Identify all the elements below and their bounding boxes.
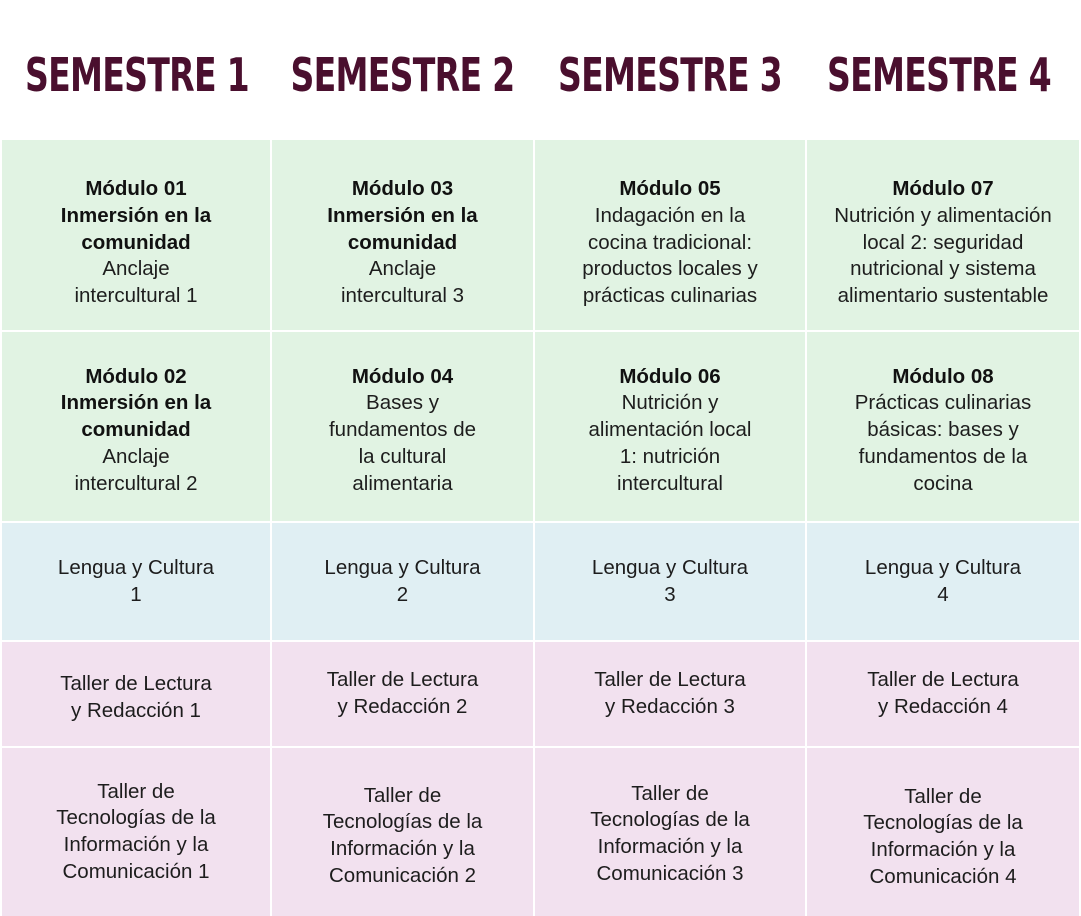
cell-text-line: básicas: bases y (867, 418, 1019, 442)
module-code: Módulo 05 (619, 177, 721, 201)
module-title-line: comunidad (81, 418, 191, 442)
lengua-cell (2, 523, 270, 640)
taller-tic-cell (535, 748, 805, 916)
cell-text-line: Comunicación 2 (329, 863, 476, 887)
cell-text-line: y Redacción 4 (878, 695, 1008, 718)
cell-text-line: Tecnologías de la (863, 811, 1023, 835)
cell-text-line: Tecnologías de la (56, 806, 216, 830)
cell-text-line: y Redacción 2 (337, 695, 468, 718)
cell-text-line: intercultural 2 (74, 471, 198, 495)
taller-lectura-cell (807, 642, 1079, 746)
cell-text-line: Taller de (97, 779, 175, 803)
taller-lectura-cell (535, 642, 805, 746)
cell-text-line: 2 (396, 582, 409, 606)
cell-text-line: local 2: seguridad (862, 230, 1024, 254)
module-code: Módulo 04 (351, 364, 454, 388)
cell-text-line: Anclaje (102, 444, 170, 468)
cell-text-line: Prácticas culinarias (854, 391, 1032, 415)
cell-text-line: Tecnologías de la (322, 810, 483, 834)
cell-text-line: Lengua y Cultura (57, 555, 215, 579)
module-cell (535, 140, 805, 330)
cell-text-line: cocina (913, 471, 973, 495)
lengua-cell (535, 523, 805, 640)
lengua-cell (272, 523, 533, 640)
semester-2-header: SEMESTRE 2 (290, 48, 515, 102)
module-cell (2, 332, 270, 521)
cell-text-line: fundamentos de (328, 418, 477, 442)
cell-text-line: Tecnologías de la (590, 808, 750, 832)
module-cell (272, 140, 533, 330)
taller-tic-cell (2, 748, 270, 916)
module-title-line: Inmersión en la (60, 203, 212, 227)
cell-text-line: 4 (937, 582, 949, 606)
module-cell (807, 140, 1079, 330)
cell-text-line: intercultural 3 (340, 284, 465, 308)
semester-headers (0, 0, 1081, 140)
module-code: Módulo 08 (892, 364, 994, 388)
cell-text-line: Taller de Lectura (594, 668, 746, 692)
cell-text-line: Comunicación 1 (62, 859, 210, 883)
cell-text-line: la cultural (358, 444, 447, 468)
cell-text-line: nutricional y sistema (850, 257, 1036, 281)
taller-lectura-cell (272, 642, 533, 746)
cell-text-line: Taller de Lectura (867, 668, 1019, 692)
cell-text-line: productos locales y (582, 257, 758, 281)
cell-text-line: Anclaje (102, 257, 170, 281)
module-title-line: comunidad (81, 230, 191, 254)
cell-text-line: Nutrición y (621, 391, 719, 415)
cell-text-line: alimentaria (352, 471, 453, 495)
cell-text-line: Bases y (366, 391, 439, 415)
module-cell (272, 332, 533, 521)
cell-text-line: Taller de (904, 784, 982, 808)
semester-3-header: SEMESTRE 3 (557, 48, 783, 102)
cell-text-line: y Redacción 3 (605, 695, 735, 718)
taller-tic-cell (272, 748, 533, 916)
taller-lectura-cell (2, 642, 270, 746)
cell-text-line: Taller de (363, 783, 442, 807)
cell-text-line: intercultural (617, 471, 723, 495)
module-title-line: comunidad (347, 230, 458, 254)
cell-text-line: intercultural 1 (74, 284, 198, 308)
taller-tic-cell (807, 748, 1079, 916)
curriculum-grid (0, 140, 1081, 916)
cell-text-line: Información y la (597, 835, 743, 858)
cell-text-line: 1: nutrición (619, 444, 721, 468)
cell-text-line: Taller de Lectura (326, 668, 479, 692)
cell-text-line: y Redacción 1 (71, 699, 201, 722)
cell-text-line: prácticas culinarias (582, 284, 758, 308)
cell-text-line: Información y la (330, 837, 475, 860)
cell-text-line: Lengua y Cultura (591, 555, 749, 579)
module-title-line: Inmersión en la (327, 203, 478, 227)
cell-text-line: Lengua y Cultura (864, 555, 1022, 579)
cell-text-line: Información y la (63, 833, 209, 856)
cell-text-line: alimentario sustentable (837, 284, 1049, 308)
lengua-cell (807, 523, 1079, 640)
cell-text-line: Lengua y Cultura (324, 555, 481, 579)
module-code: Módulo 01 (85, 177, 187, 201)
cell-text-line: 1 (130, 582, 142, 606)
semester-1-header: SEMESTRE 1 (24, 48, 250, 102)
cell-text-line: Anclaje (368, 257, 437, 281)
cell-text-line: Indagación en la (594, 203, 746, 227)
module-cell (807, 332, 1079, 521)
module-cell (2, 140, 270, 330)
cell-text-line: 3 (664, 582, 676, 606)
module-cell (535, 332, 805, 521)
cell-text-line: Taller de Lectura (60, 672, 212, 696)
cell-text-line: Taller de (631, 781, 709, 805)
semester-4-header: SEMESTRE 4 (826, 48, 1052, 102)
module-title-line: Inmersión en la (60, 391, 212, 415)
cell-text-line: cocina tradicional: (587, 230, 753, 254)
cell-text-line: alimentación local (588, 418, 752, 442)
cell-text-line: fundamentos de la (858, 444, 1028, 468)
cell-text-line: Nutrición y alimentación (834, 203, 1052, 227)
module-code: Módulo 06 (619, 364, 721, 388)
cell-text-line: Comunicación 3 (596, 861, 744, 885)
module-code: Módulo 02 (85, 364, 187, 388)
cell-text-line: Comunicación 4 (869, 864, 1017, 888)
module-code: Módulo 07 (892, 177, 994, 201)
cell-text-line: Información y la (870, 838, 1016, 861)
module-code: Módulo 03 (351, 177, 454, 201)
